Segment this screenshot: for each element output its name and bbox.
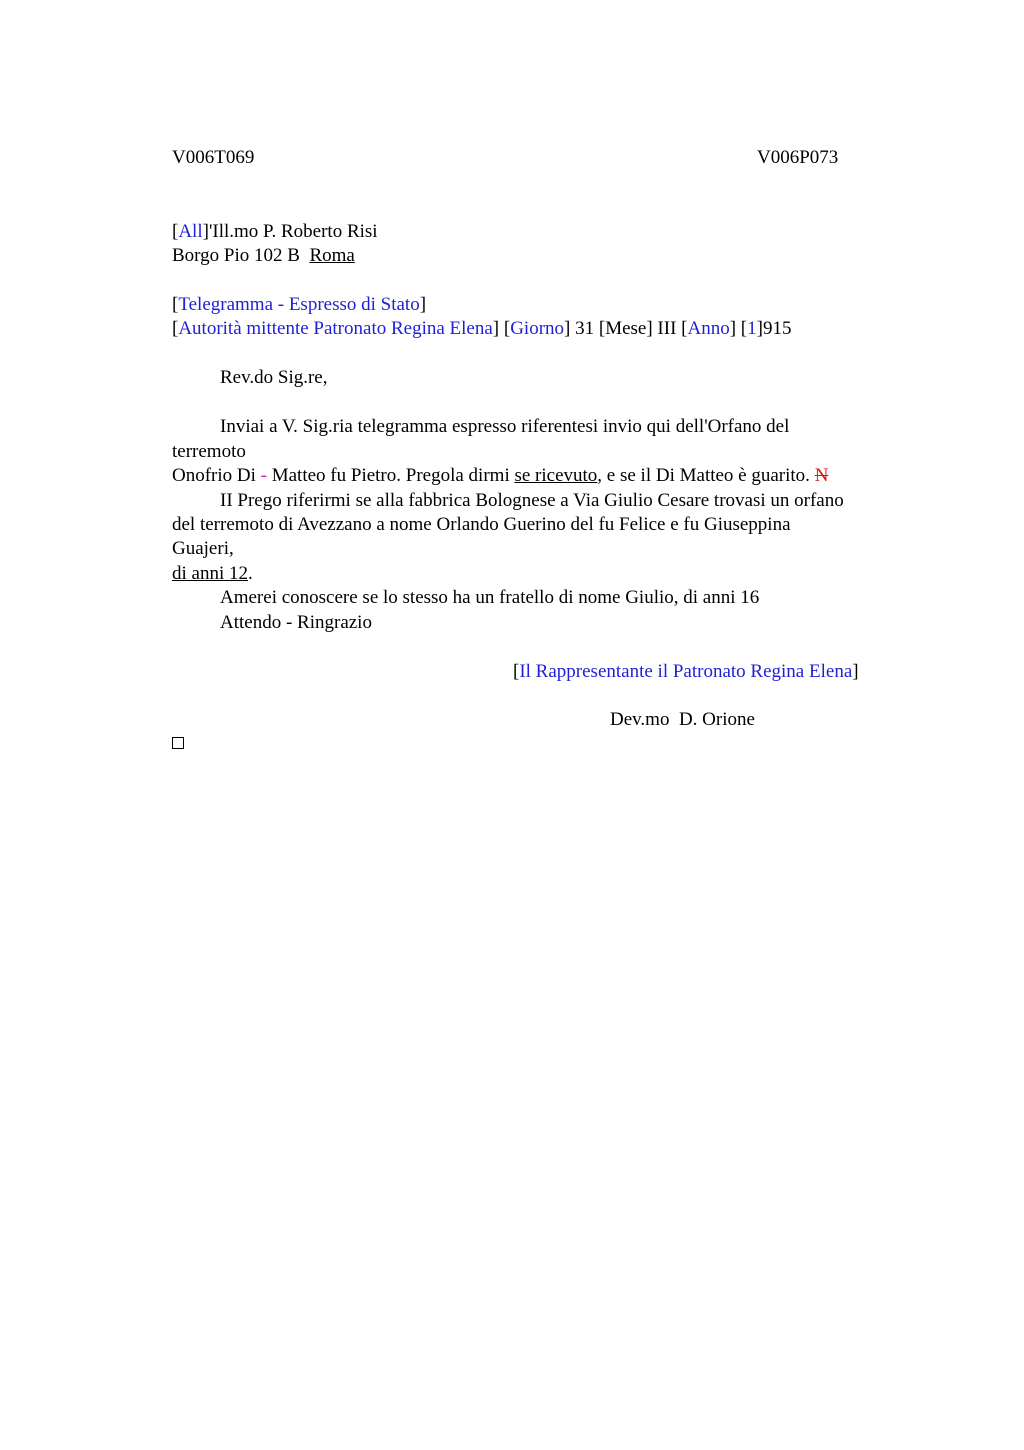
text-segment: Onofrio Di <box>172 465 256 486</box>
editorial-insertion: All <box>178 221 203 242</box>
paragraph-2-line-3: Guajeri, <box>172 538 234 559</box>
address-line-1: [All]'Ill.mo P. Roberto Risi <box>172 221 378 242</box>
month-value: III <box>657 318 677 339</box>
address-street: Borgo Pio 102 B <box>172 245 300 266</box>
text-segment: Matteo fu Pietro. Pregola dirmi <box>271 465 510 486</box>
paragraph-2-line-2: del terremoto di Avezzano a nome Orlando Guerino del fu Felice e fu Giuseppina <box>172 514 791 535</box>
telegram-type: Telegramma - Espresso di Stato <box>178 294 420 315</box>
day-value: 31 <box>575 318 595 339</box>
paragraph-2-line-4 <box>172 562 253 586</box>
paragraph-3: Amerei conoscere se lo stesso ha un fratello di nome Giulio, di anni 16 <box>220 587 760 608</box>
address-line-2 <box>172 244 355 268</box>
telegram-meta-line: [Autorità mittente Patronato Regina Elena] [Giorno] 31 [Mese] III [Anno] [1]915 <box>172 318 792 339</box>
year-label: Anno <box>687 318 730 339</box>
document-code-right: V006P073 <box>757 147 839 168</box>
paragraph-4: Attendo - Ringrazio <box>220 612 372 633</box>
address-city: Roma <box>309 245 355 266</box>
checkbox-square-icon <box>172 737 184 749</box>
paragraph-1-line-2: terremoto <box>172 441 246 462</box>
year-value: 915 <box>762 318 792 339</box>
paragraph-1-line-3 <box>172 464 828 488</box>
salutation: Rev.do Sig.re, <box>220 367 328 388</box>
paragraph-2-line-1: II Prego riferirmi se alla fabbrica Bolognese a Via Giulio Cesare trovasi un orfano <box>220 490 844 511</box>
text-segment: . <box>248 563 253 584</box>
signature-name: Dev.mo D. Orione <box>610 709 755 730</box>
telegram-type-line: [Telegramma - Espresso di Stato] <box>172 294 427 315</box>
struck-text: N <box>814 465 829 486</box>
text-segment: , e se il Di Matteo è guarito. <box>597 465 810 486</box>
month-label: Mese <box>605 318 647 339</box>
year-prefix: 1 <box>747 318 757 339</box>
document-code-left: V006T069 <box>172 147 255 168</box>
underlined-text: di anni 12 <box>172 563 248 584</box>
day-label: Giorno <box>510 318 565 339</box>
representative-line: [Il Rappresentante il Patronato Regina Elena] <box>513 661 859 682</box>
sending-authority: Autorità mittente Patronato Regina Elena <box>178 318 493 339</box>
editorial-dash: - <box>260 465 267 486</box>
paragraph-1-line-1: Inviai a V. Sig.ria telegramma espresso riferentesi invio qui dell'Orfano del <box>220 416 790 437</box>
addressee-name: 'Ill.mo P. Roberto Risi <box>208 221 378 242</box>
underlined-text: se ricevuto <box>514 465 598 486</box>
representative-title: Il Rappresentante il Patronato Regina Elena <box>519 661 853 682</box>
